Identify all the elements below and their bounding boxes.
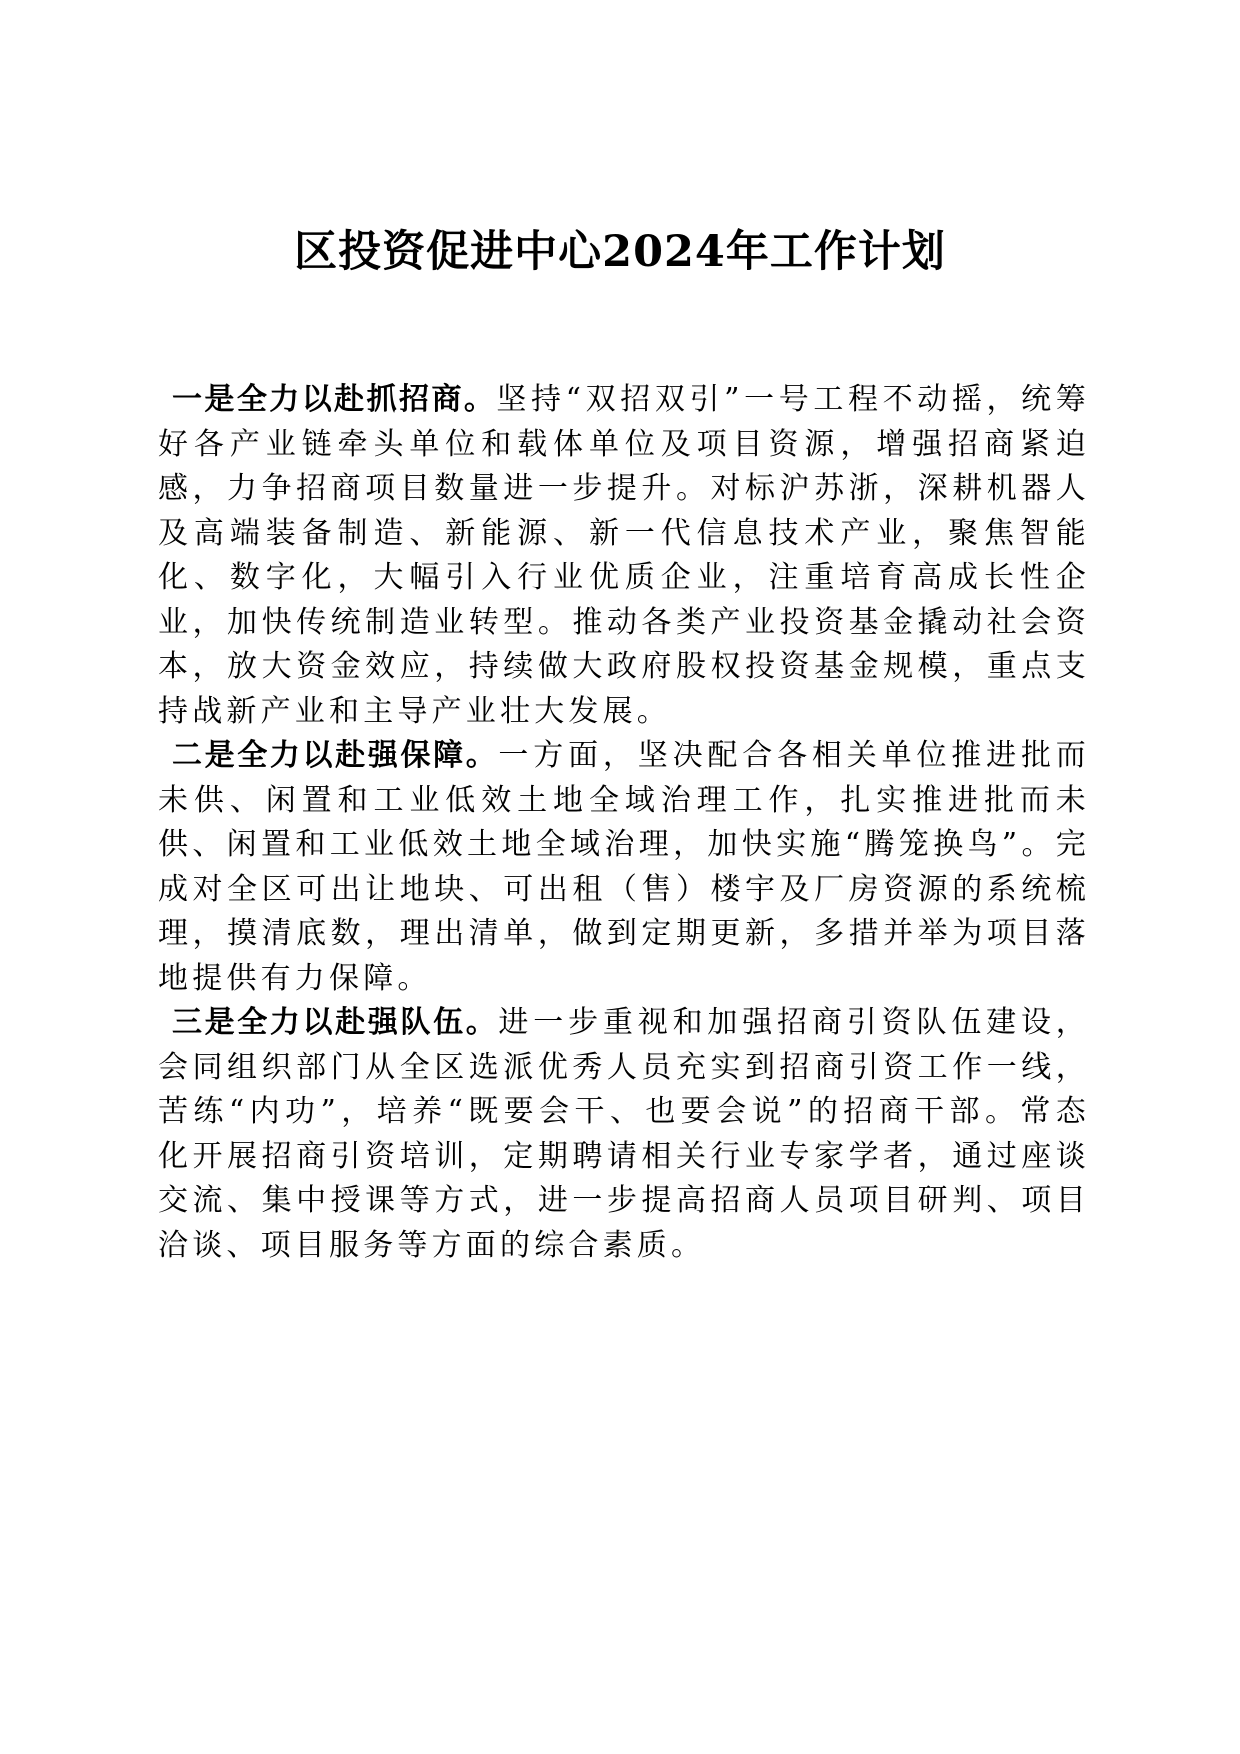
paragraph-text: 一方面，坚决配合各相关单位推进批而未供、闲置和工业低效土地全域治理工作，扎实推进批而未供、闲置和工业低效土地全域治理，加快实施“腾笼换鸟”。完成对全区可出让地块、可出租（售）楼宇及厂房资源的系统梳理，摸清底数，理出清单，做到定期更新，多措并举为项目落地提供有力保障。 — [158, 738, 1091, 996]
paragraph-lead: 一是全力以赴抓招商。 — [172, 382, 497, 417]
paragraph-lead: 二是全力以赴强保障。 — [172, 738, 499, 773]
paragraph-lead: 三是全力以赴强队伍。 — [172, 1005, 499, 1040]
paragraph-strengthen-team — [158, 1001, 1090, 1268]
paragraph-text: 进一步重视和加强招商引资队伍建设，会同组织部门从全区选派优秀人员充实到招商引资工作一线，苦练“内功”，培养“既要会干、也要会说”的招商干部。常态化开展招商引资培训，定期聘请相关行业专家学者，通过座谈交流、集中授课等方式，进一步提高招商人员项目研判、项目洽谈、项目服务等方面的综合素质。 — [158, 1005, 1091, 1263]
document-title: 区投资促进中心2024年工作计划 — [294, 227, 946, 277]
paragraph-text: 坚持“双招双引”一号工程不动摇，统筹好各产业链牵头单位和载体单位及项目资源，增强招商紧迫感，力争招商项目数量进一步提升。对标沪苏浙，深耕机器人及高端装备制造、新能源、新一代信息技术产业，聚焦智能化、数字化，大幅引入行业优质企业，注重培育高成长性企业，加快传统制造业转型。推动各类产业投资基金撬动社会资本，放大资金效应，持续做大政府股权投资基金规模，重点支持战新产业和主导产业壮大发展。 — [158, 382, 1090, 729]
paragraph-attract-investment — [158, 378, 1090, 734]
paragraph-strengthen-support — [158, 734, 1090, 1001]
document-body — [158, 378, 1090, 1268]
